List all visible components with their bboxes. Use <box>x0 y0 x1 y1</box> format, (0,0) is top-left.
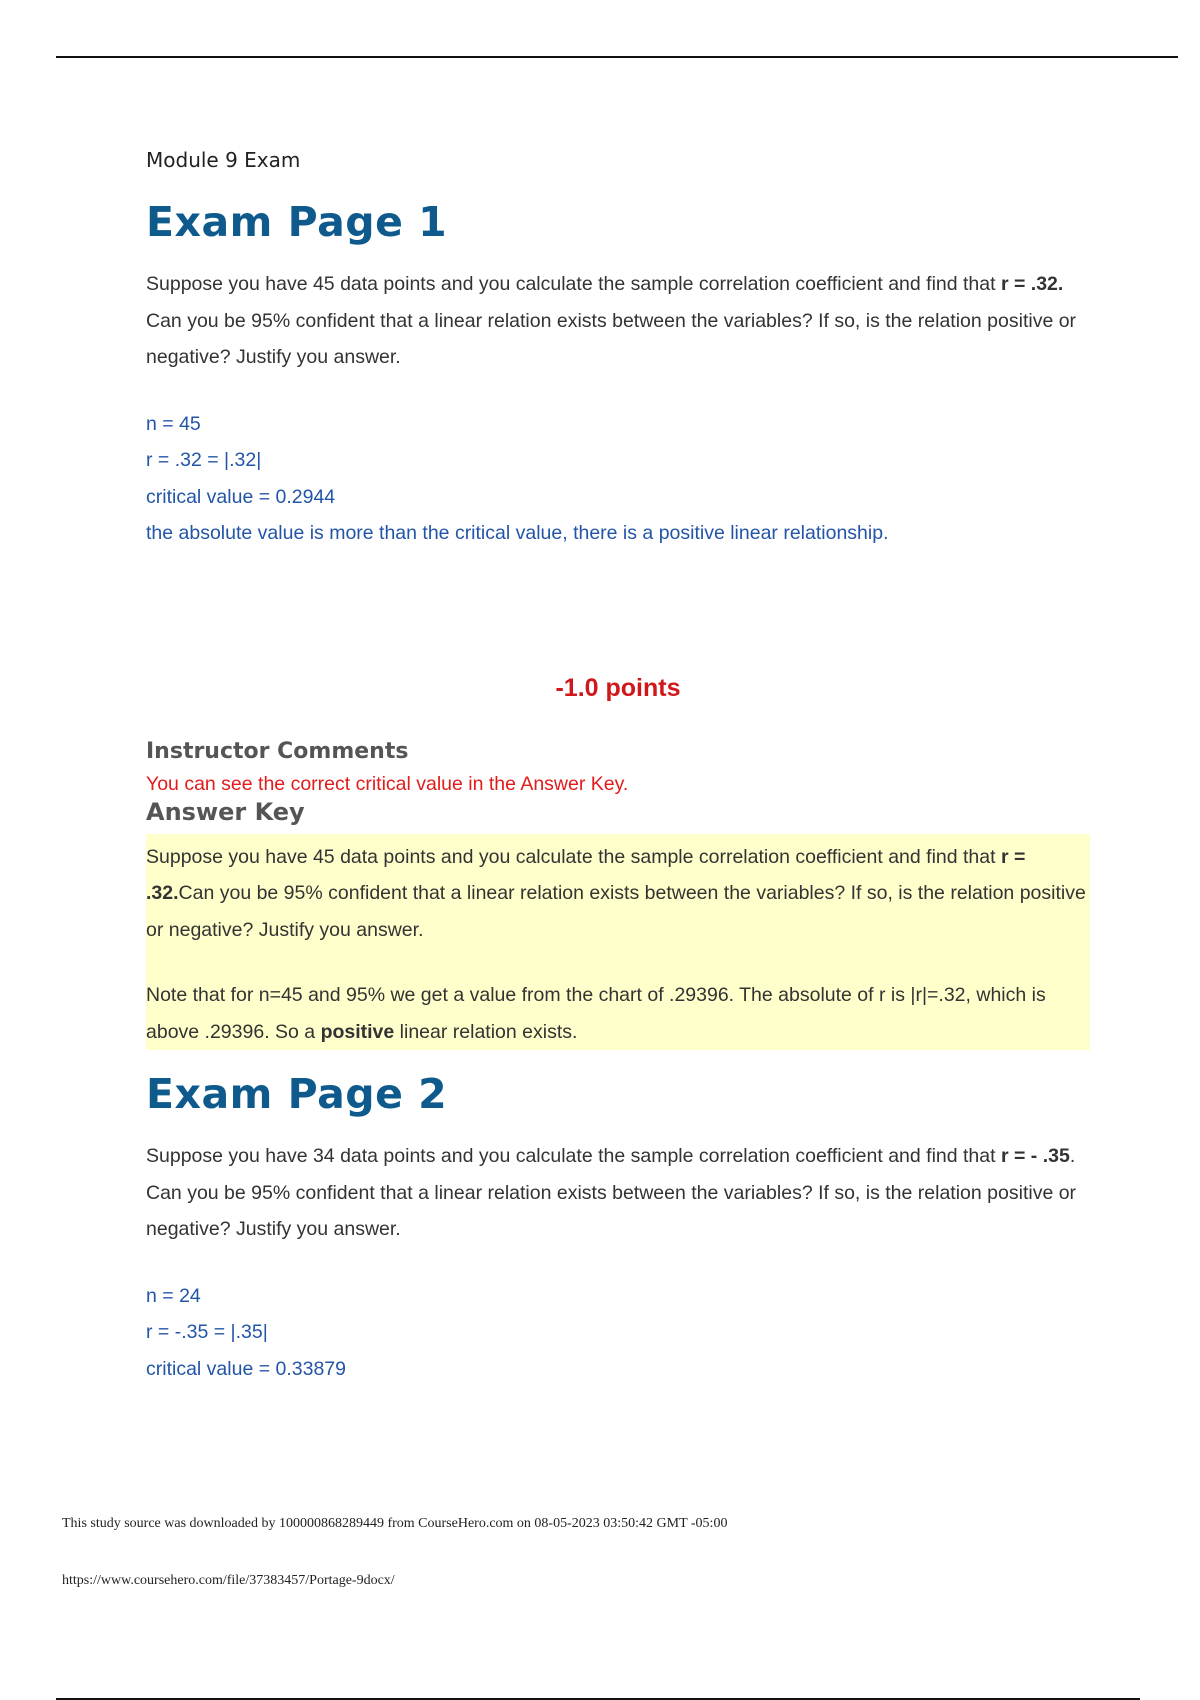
page2-answer-line: n = 24 <box>146 1284 201 1307</box>
page1-answer-line: critical value = 0.2944 <box>146 485 336 508</box>
answer-key-note-text-a: Note that for n=45 and 95% we get a value from the chart of .29396. The absolute of r is |r|=.32, which is above .29396. So a <box>146 984 1046 1043</box>
page1-heading: Exam Page 1 <box>146 198 448 246</box>
instructor-comments-label: Instructor Comments <box>146 738 409 764</box>
page1-answer-line: the absolute value is more than the critical value, there is a positive linear relationship. <box>146 522 889 544</box>
page2-answer-line: r = -.35 = |.35| <box>146 1321 268 1343</box>
page2-question-r-value: r = - .35 <box>1000 1145 1070 1167</box>
page2-question-text-b: . Can you be 95% confident that a linear relation exists between the variables? If so, is the relation positive or negative? Justify you answer. <box>146 1145 1077 1240</box>
page1-question-r-value: r = .32. <box>1000 273 1064 295</box>
page1-student-answer <box>146 406 1090 552</box>
doc-title: Module 9 Exam <box>146 148 301 172</box>
page1-question-text-a: Suppose you have 45 data points and you calculate the sample correlation coefficient and find that <box>146 273 1001 295</box>
page2-student-answer <box>146 1278 1090 1388</box>
answer-key-note <box>146 977 1090 1050</box>
points-deduction: -1.0 points <box>555 673 681 702</box>
source-url[interactable]: https://www.coursehero.com/file/37383457/Portage-9docx/ <box>62 1573 395 1588</box>
top-rule <box>56 56 1178 58</box>
page1-question <box>146 266 1090 376</box>
answer-key-box <box>146 834 1090 1051</box>
answer-key-question-text-b: Can you be 95% confident that a linear relation exists between the variables? If so, is the relation positive or negative? Justify you answer. <box>146 882 1086 941</box>
answer-key-note-bold: positive <box>320 1020 395 1043</box>
page1-answer-line: n = 45 <box>146 412 201 435</box>
answer-key-question-text-a: Suppose you have 45 data points and you calculate the sample correlation coefficient and find that <box>146 845 1001 868</box>
answer-key-r-value: r = .32. <box>146 845 1026 904</box>
answer-key-label: Answer Key <box>146 797 305 826</box>
page2-question-text-a: Suppose you have 34 data points and you calculate the sample correlation coefficient and find that <box>146 1145 1001 1167</box>
document-body <box>146 140 1090 1387</box>
answer-key-question <box>146 839 1090 949</box>
page2-heading: Exam Page 2 <box>146 1070 448 1118</box>
download-note: This study source was downloaded by 100000868289449 from CourseHero.com on 08-05-2023 03:50:42 GMT -05:00 <box>62 1516 728 1531</box>
page1-question-text-b: Can you be 95% confident that a linear relation exists between the variables? If so, is the relation positive or negative? Justify you answer. <box>146 309 1077 368</box>
page1-answer-line: r = .32 = |.32| <box>146 449 262 471</box>
page2-question <box>146 1138 1090 1248</box>
answer-key-note-text-b: linear relation exists. <box>394 1020 578 1043</box>
instructor-comment: You can see the correct critical value in the Answer Key. <box>146 772 629 795</box>
page2-answer-line: critical value = 0.33879 <box>146 1357 346 1380</box>
